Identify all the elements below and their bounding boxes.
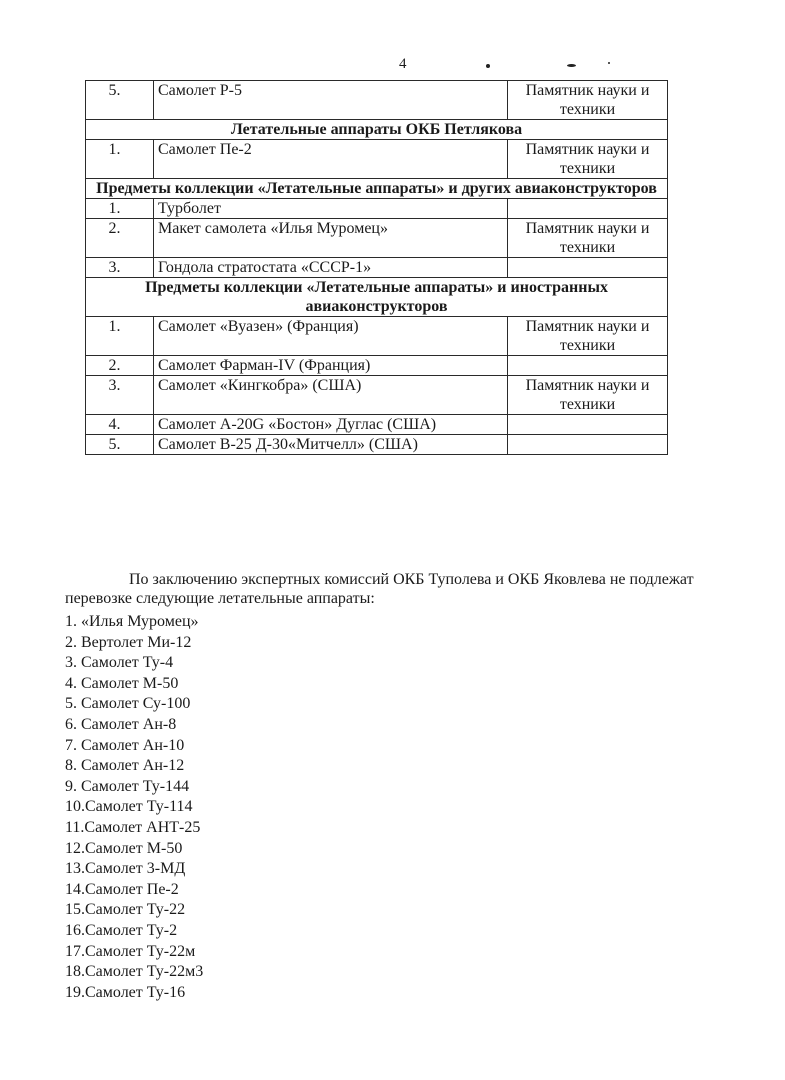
section-title: Предметы коллекции «Летательные аппараты» и иностранных авиаконструкторов — [86, 278, 668, 317]
conclusion-text: По заключению экспертных комиссий ОКБ Туполева и ОКБ Яковлева не подлежат перевозке следующие летательные аппараты: — [65, 571, 694, 607]
item-status — [508, 199, 668, 219]
table-row — [86, 199, 668, 219]
list-item: 12.Самолет М-50 — [65, 839, 183, 857]
row-number: 2. — [86, 356, 154, 376]
list-item: 7. Самолет Ан-10 — [65, 736, 185, 754]
table-row — [86, 81, 668, 120]
table-row — [86, 219, 668, 258]
scan-speck — [567, 64, 576, 67]
page-number: 4 — [399, 56, 407, 72]
list-item: 13.Самолет 3-МД — [65, 860, 186, 878]
row-number: 2. — [86, 219, 154, 258]
list-item: 4. Самолет М-50 — [65, 674, 179, 692]
table-row — [86, 435, 668, 455]
item-name: Гондола стратостата «СССР-1» — [154, 258, 508, 278]
row-number: 5. — [86, 435, 154, 455]
item-name: Макет самолета «Илья Муромец» — [154, 219, 508, 258]
section-header-row — [86, 278, 668, 317]
item-name: Турболет — [154, 199, 508, 219]
section-title: Предметы коллекции «Летательные аппараты» и других авиаконструкторов — [86, 179, 668, 199]
item-name: Самолет «Вуазен» (Франция) — [154, 317, 508, 356]
section-header-row — [86, 179, 668, 199]
item-name: Самолет А-20G «Бостон» Дуглас (США) — [154, 415, 508, 435]
item-status — [508, 356, 668, 376]
table-row — [86, 317, 668, 356]
item-status: Памятник науки и техники — [508, 317, 668, 356]
list-item: 15.Самолет Ту-22 — [65, 901, 186, 919]
list-item: 3. Самолет Ту-4 — [65, 654, 174, 672]
list-item: 16.Самолет Ту-2 — [65, 921, 178, 939]
item-status: Памятник науки и техники — [508, 376, 668, 415]
row-number: 3. — [86, 376, 154, 415]
table-row — [86, 258, 668, 278]
list-item: 19.Самолет Ту-16 — [65, 983, 186, 1001]
item-status: Памятник науки и техники — [508, 219, 668, 258]
item-status: Памятник науки и техники — [508, 81, 668, 120]
table-row — [86, 415, 668, 435]
item-name: Самолет Р-5 — [154, 81, 508, 120]
list-item: 14.Самолет Пе-2 — [65, 880, 179, 898]
item-name: Самолет Пе-2 — [154, 140, 508, 179]
item-status: Памятник науки и техники — [508, 140, 668, 179]
row-number: 3. — [86, 258, 154, 278]
row-number: 1. — [86, 140, 154, 179]
list-item: 1. «Илья Муромец» — [65, 613, 199, 630]
section-title: Летательные аппараты ОКБ Петлякова — [86, 120, 668, 140]
item-status — [508, 435, 668, 455]
row-number: 1. — [86, 317, 154, 356]
list-item: 8. Самолет Ан-12 — [65, 757, 185, 775]
list-item: 5. Самолет Су-100 — [65, 695, 191, 713]
item-status — [508, 258, 668, 278]
list-item: 10.Самолет Ту-114 — [65, 798, 193, 816]
item-status — [508, 415, 668, 435]
registry-table — [85, 80, 668, 455]
row-number: 4. — [86, 415, 154, 435]
list-item: 6. Самолет Ан-8 — [65, 715, 177, 733]
list-item: 17.Самолет Ту-22м — [65, 942, 196, 960]
item-name: Самолет В-25 Д-30«Митчелл» (США) — [154, 435, 508, 455]
table-row — [86, 376, 668, 415]
item-name: Самолет «Кингкобра» (США) — [154, 376, 508, 415]
item-name: Самолет Фарман-IV (Франция) — [154, 356, 508, 376]
list-item: 2. Вертолет Ми-12 — [65, 633, 192, 651]
scan-speck — [486, 64, 490, 68]
list-item: 9. Самолет Ту-144 — [65, 777, 190, 795]
table-row — [86, 356, 668, 376]
list-item: 18.Самолет Ту-22м3 — [65, 963, 204, 981]
conclusion-paragraph — [65, 570, 705, 608]
row-number: 5. — [86, 81, 154, 120]
aircraft-list — [65, 612, 203, 1003]
row-number: 1. — [86, 199, 154, 219]
table-row — [86, 140, 668, 179]
scan-speck — [608, 62, 610, 64]
list-item: 11.Самолет АНТ-25 — [65, 818, 201, 836]
section-header-row — [86, 120, 668, 140]
